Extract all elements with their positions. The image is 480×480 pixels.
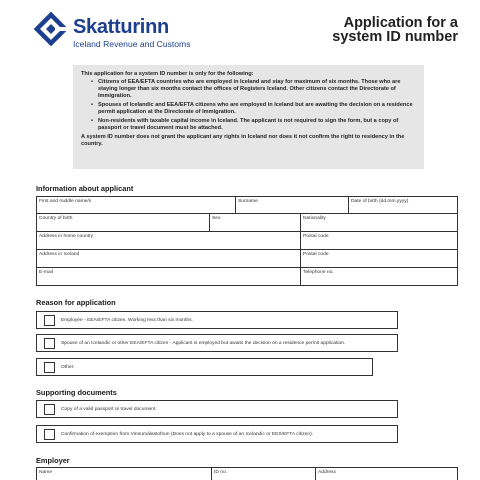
- home-postal-code-field[interactable]: [300, 232, 458, 249]
- date-of-birth-label: Date of birth (dd.mm.yyyy): [351, 199, 409, 204]
- surname-label: Surname: [238, 199, 258, 204]
- employer-address-label: Address: [318, 470, 336, 475]
- logo-subtitle: Iceland Revenue and Customs: [73, 39, 191, 49]
- notice-bullet: • Non-residents with taxable capital income in Iceland. The applicant is not required to sign the form, but a copy of passport or travel document must be attached.: [91, 118, 416, 132]
- employer-name-field[interactable]: [37, 468, 211, 480]
- reason-option-employee: [36, 311, 398, 329]
- employer-id-label: ID no.: [214, 470, 228, 475]
- home-address-field[interactable]: [37, 232, 300, 249]
- iceland-postal-code-field[interactable]: [300, 250, 458, 267]
- first-middle-name-label: First and middle name/s: [39, 199, 92, 204]
- country-of-birth-field[interactable]: [37, 214, 209, 231]
- surname-field[interactable]: [235, 197, 348, 213]
- notice-list: [91, 79, 416, 132]
- nationality-label: Nationality: [303, 216, 326, 221]
- employer-section-title: Employer: [36, 456, 70, 465]
- supporting-exemption-label: Confirmation of exemption from Vinnumálastofnun (Does not apply to a spouse of an Icelandic or EES/EFTA citizen).: [61, 432, 314, 437]
- notice-intro: This application for a system ID number is only for the following:: [81, 71, 254, 77]
- reason-section-title: Reason for application: [36, 298, 116, 307]
- employer-address-field[interactable]: [315, 468, 458, 480]
- notice-box: [73, 65, 424, 169]
- country-of-birth-label: Country of birth: [39, 216, 73, 221]
- applicant-row-name: [36, 196, 458, 214]
- email-field[interactable]: [37, 268, 300, 285]
- iceland-address-label: Address in Iceland: [39, 252, 80, 257]
- supporting-option-passport: [36, 400, 398, 418]
- reason-option-spouse: [36, 334, 398, 352]
- reason-spouse-label: Spouse of an Icelandic or other EEA/EFTA citizen - Applicant is employed but awaits the decision on a residence permit application.: [61, 341, 346, 346]
- nationality-field[interactable]: [300, 214, 458, 231]
- applicant-section-title: Information about applicant: [36, 184, 134, 193]
- sex-label: Sex: [212, 216, 221, 221]
- document-title: [258, 16, 458, 44]
- title-line-1: Application for a: [343, 15, 458, 31]
- home-address-label: Address in home country: [39, 234, 94, 239]
- title-line-2: system ID number: [332, 29, 458, 45]
- reason-employee-label: Employee - EEA/EFTA citizen. Working less than six months.: [61, 318, 193, 323]
- reason-other-checkbox[interactable]: [44, 362, 55, 373]
- reason-spouse-checkbox[interactable]: [44, 338, 55, 349]
- notice-outro: A system ID number does not grant the applicant any rights in Iceland nor does it not confirm the right to residency in the country.: [81, 134, 405, 147]
- sex-field[interactable]: [209, 214, 300, 231]
- skatturinn-logo: [33, 11, 203, 51]
- supporting-exemption-checkbox[interactable]: [44, 429, 55, 440]
- first-middle-name-field[interactable]: [37, 197, 235, 213]
- supporting-passport-label: Copy of a valid passport or travel document.: [61, 407, 157, 412]
- telephone-field[interactable]: [300, 268, 458, 285]
- applicant-row-home-address: [36, 232, 458, 250]
- reason-employee-checkbox[interactable]: [44, 315, 55, 326]
- notice-bullet: • Citizens of EEA/EFTA countries who are employed in Iceland and stay for maximum of six months. Those who are staying longer than six months contact the offices of Registers Iceland. Other citizens contact the Directorate of Immigration.: [91, 79, 416, 100]
- email-label: E-mail: [39, 270, 53, 275]
- applicant-row-iceland-address: [36, 250, 458, 268]
- iceland-postal-code-label: Postal code: [303, 252, 329, 257]
- applicant-row-birth: [36, 214, 458, 232]
- diamond-logo-icon: [33, 11, 69, 47]
- reason-other-label: Other:: [61, 365, 75, 370]
- logo-name: Skatturinn: [73, 16, 169, 38]
- reason-option-other: [36, 358, 373, 376]
- supporting-passport-checkbox[interactable]: [44, 404, 55, 415]
- applicant-row-contact: [36, 268, 458, 286]
- date-of-birth-field[interactable]: [348, 197, 458, 213]
- home-postal-code-label: Postal code: [303, 234, 329, 239]
- employer-row: [36, 467, 458, 480]
- employer-id-field[interactable]: [211, 468, 315, 480]
- telephone-label: Telephone no.: [303, 270, 334, 275]
- supporting-option-exemption: [36, 425, 398, 443]
- notice-bullet: • Spouses of Icelandic and EEA/EFTA citizens who are employed in Iceland but are awaiting the decision on a residence permit application at the Directorate of Immigration.: [91, 102, 416, 116]
- supporting-section-title: Supporting documents: [36, 388, 117, 397]
- iceland-address-field[interactable]: [37, 250, 300, 267]
- employer-name-label: Name: [39, 470, 53, 475]
